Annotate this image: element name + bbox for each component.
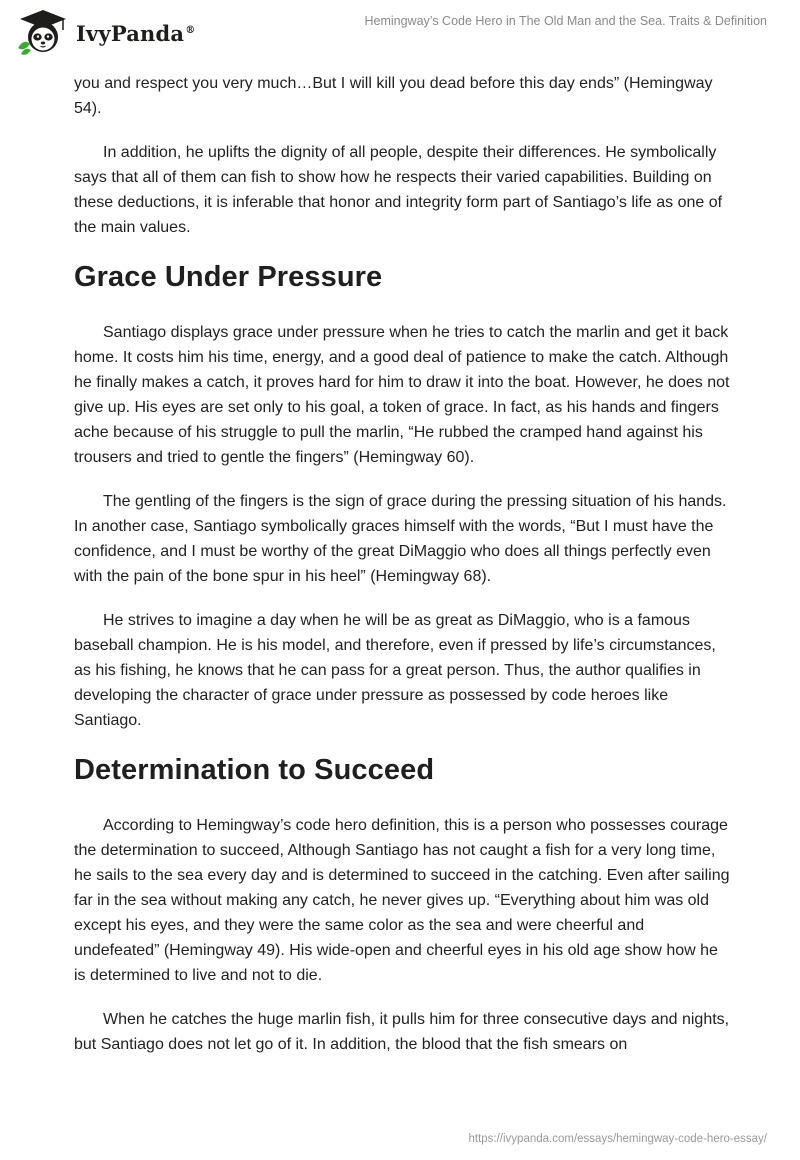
- paragraph: In addition, he uplifts the dignity of all people, despite their differences. He symbolically says that all of them can fish to show how he respects their varied capabilities. Building on these deductions, it is inferable that honor and integrity form part of Santiago’s life as one of the main values.: [74, 144, 723, 236]
- document-title: Hemingway’s Code Hero in The Old Man and the Sea. Traits & Definition: [364, 14, 767, 28]
- ivypanda-logo[interactable]: [16, 8, 195, 56]
- paragraph: He strives to imagine a day when he will be as great as DiMaggio, who is a famous baseball champion. He is his model, and therefore, even if pressed by life’s circumstances, as his fishing, he knows that he can pass for a great person. Thus, the author qualifies in developing the character of grace under pressure as possessed by code heroes like Santiago.: [74, 612, 716, 729]
- paragraph: The gentling of the fingers is the sign of grace during the pressing situation of his hands. In another case, Santiago symbolically graces himself with the words, “But I must have the confidence, and I must be worthy of the great DiMaggio who does all things perfectly even with the pain of the bone spur in his heel” (Hemingway 68).: [74, 493, 727, 585]
- logo-wordmark: IvyPanda®: [76, 20, 196, 46]
- page-header: [0, 0, 800, 70]
- section-heading-determination: Determination to Succeed: [74, 754, 435, 786]
- essay-body: [74, 71, 730, 1076]
- paragraph: Santiago displays grace under pressure when he tries to catch the marlin and get it back home. It costs him his time, energy, and a good deal of patience to make the catch. Although he finally makes a catch, it proves hard for him to draw it into the boat. However, he does not give up. His eyes are set only to his goal, a token of grace. In fact, as his hands and fingers ache because of his struggle to pull the marlin, “He rubbed the cramped hand against his trousers and tried to gentle the fingers” (Hemingway 60).: [74, 324, 730, 466]
- paragraph: According to Hemingway’s code hero definition, this is a person who possesses courage the determination to succeed, Although Santiago has not caught a fish for a very long time, he sails to the sea every day and is determined to succeed in the catching. Even after sailing far in the sea without making any catch, he never gives up. “Everything about him was old except his eyes, and they were the same color as the sea and were cheerful and undefeated” (Hemingway 49). His wide-open and cheerful eyes in his old age show how he is determined to live and not to die.: [74, 817, 730, 984]
- paragraph: When he catches the huge marlin fish, it pulls him for three consecutive days and nights, but Santiago does not let go of it. In addition, the blood that the fish smears on: [74, 1011, 730, 1053]
- section-heading-grace: Grace Under Pressure: [74, 261, 383, 293]
- paragraph: you and respect you very much…But I will kill you dead before this day ends” (Hemingway 54).: [74, 75, 713, 117]
- source-url-link[interactable]: https://ivypanda.com/essays/hemingway-code-hero-essay/: [468, 1133, 767, 1145]
- panda-graduate-icon: [16, 8, 70, 56]
